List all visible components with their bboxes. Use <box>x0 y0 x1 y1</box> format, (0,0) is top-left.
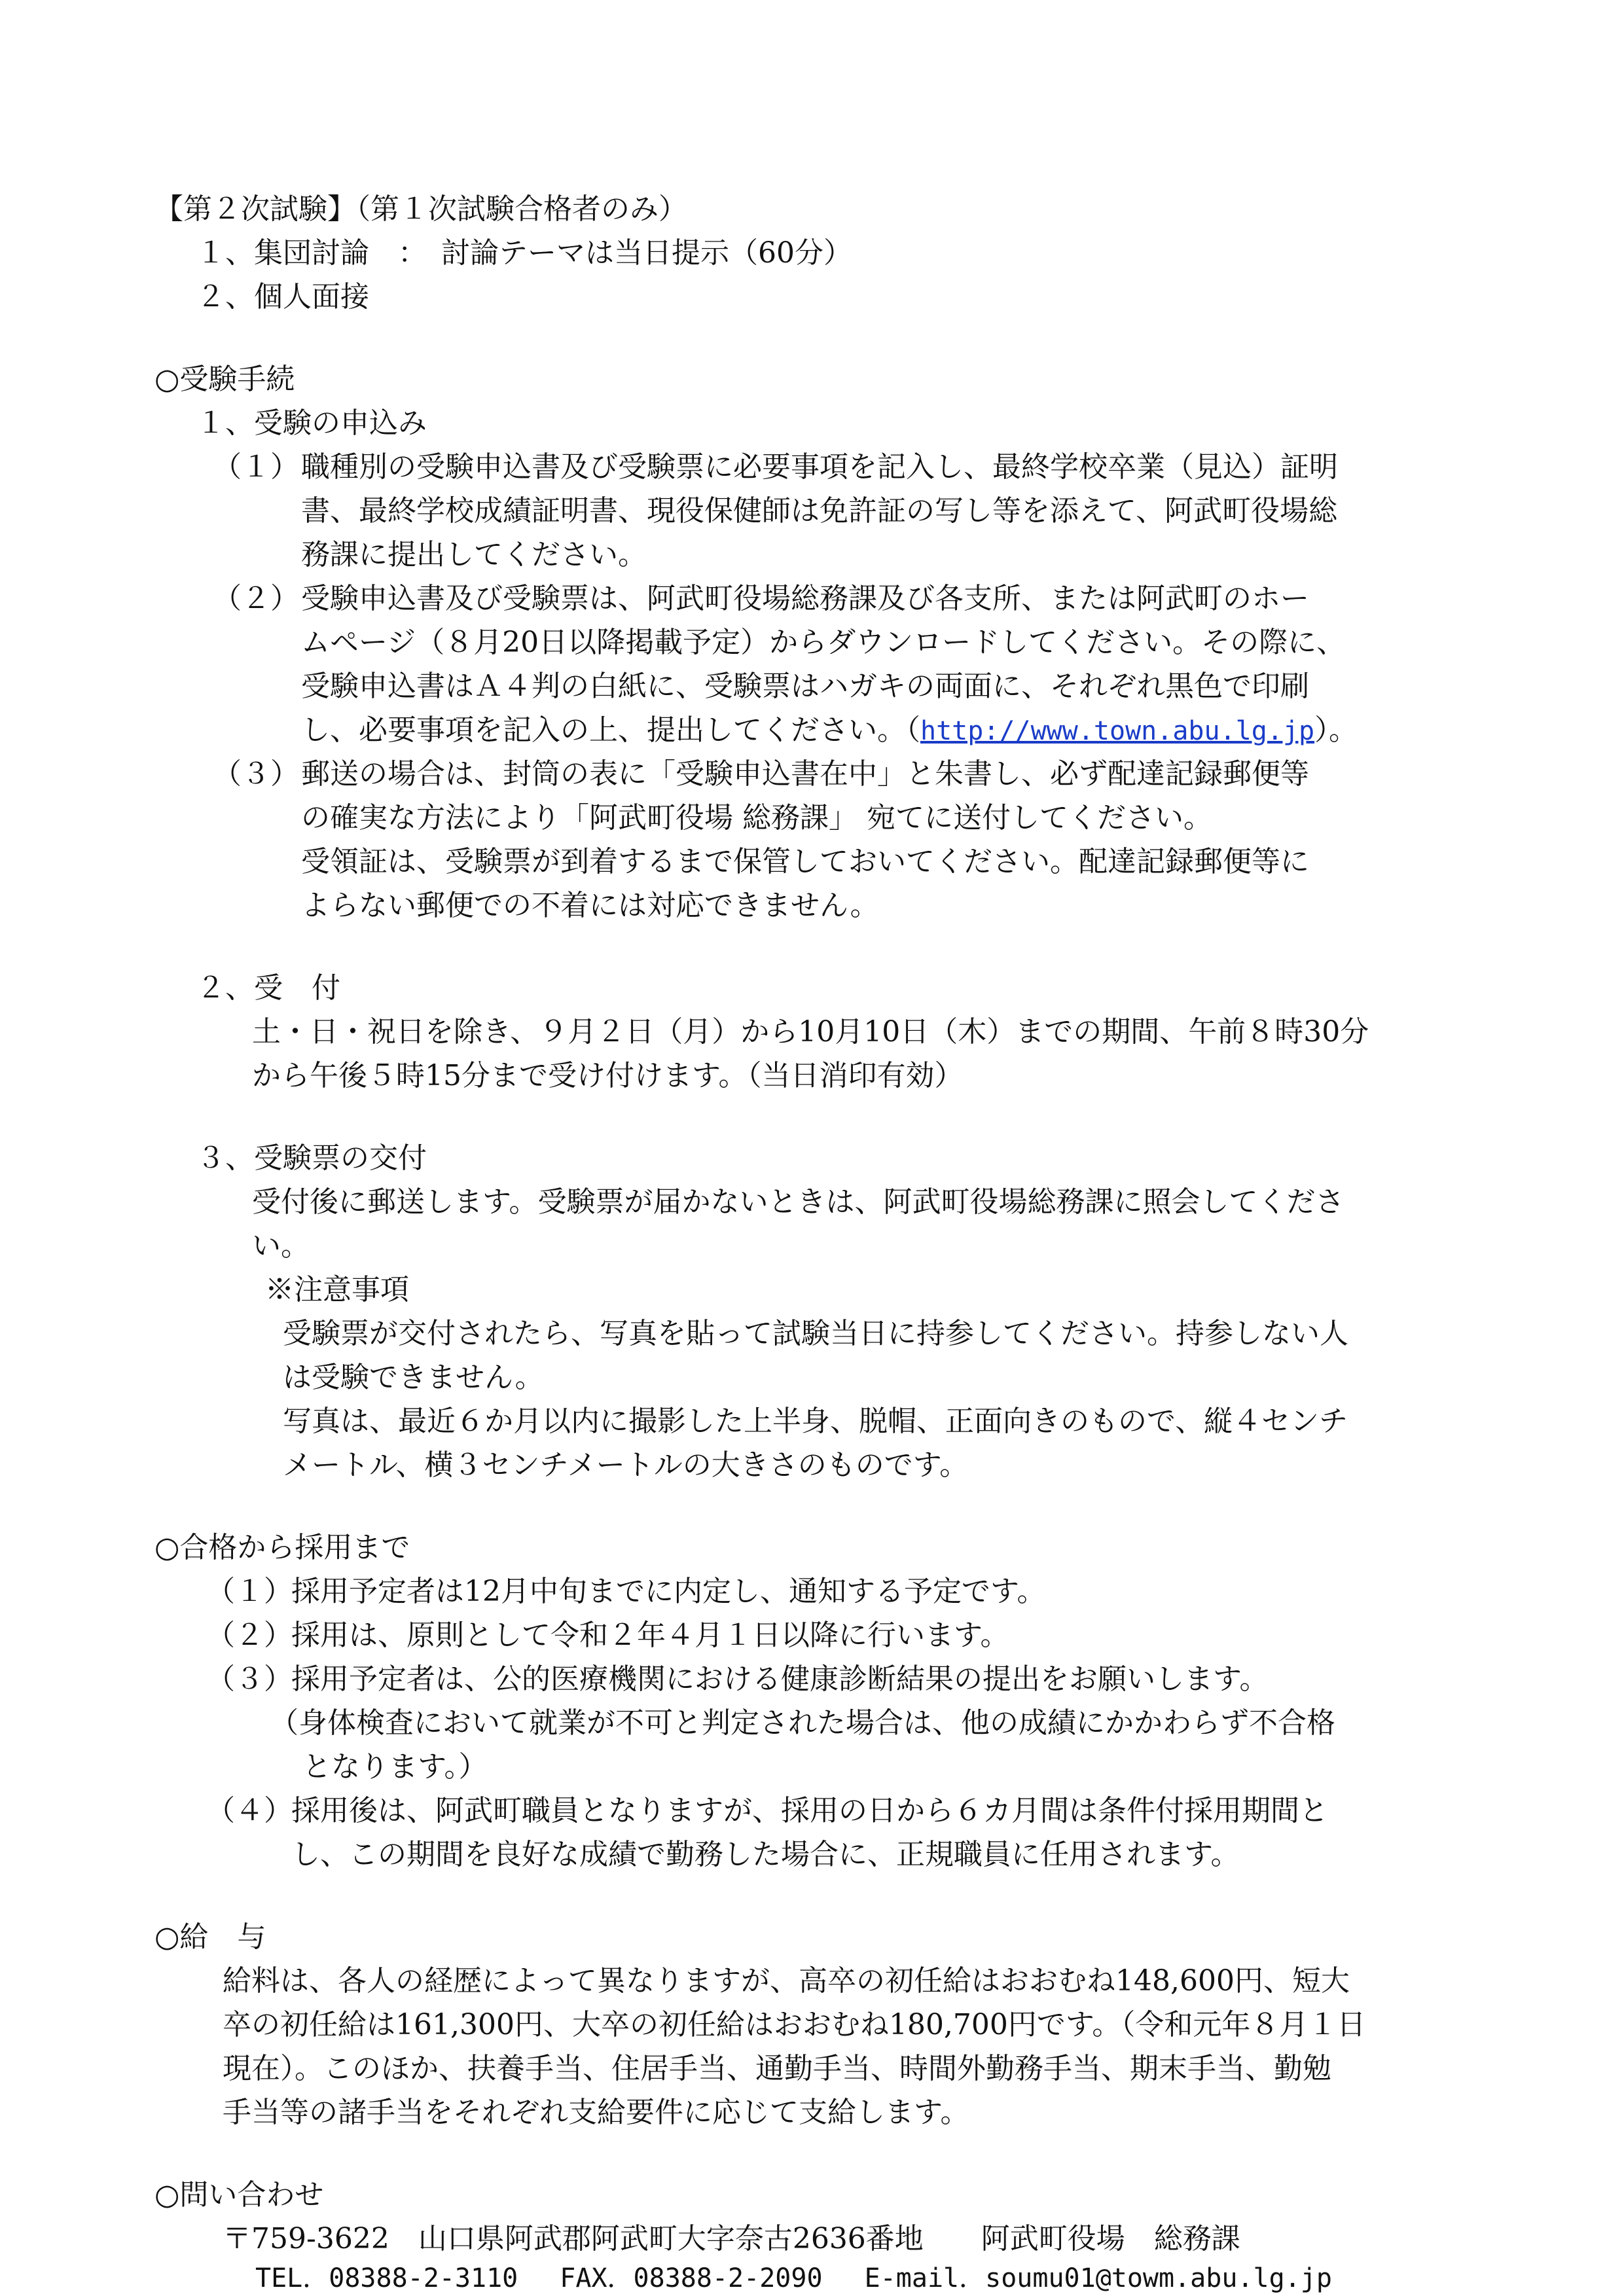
application-title: １、受験の申込み <box>196 406 427 440</box>
hiring-heading: ○合格から採用まで <box>154 1531 410 1564</box>
application-item2-line-3: 受験申込書はＡ４判の白紙に、受験票はハガキの両面に、それぞれ黒色で印刷 <box>301 670 1309 703</box>
hiring-item4-line-2: し、この期間を良好な成績で勤務した場合に、正規職員に任用されます。 <box>291 1838 1240 1871</box>
contact-phone-fax-email: TEL．08388-2-3110 FAX．08388-2-2090 E-mail．soumu01@towm.abu.lg.jp <box>255 2263 1332 2293</box>
hiring-item3-note-line-1: （身体検査において就業が不可と判定された場合は、他の成績にかかわらず不合格 <box>270 1706 1335 1740</box>
ticket-title: ３、受験票の交付 <box>196 1141 427 1175</box>
hiring-item4-line-1: 採用後は、阿武町職員となりますが、採用の日から６カ月間は条件付採用期間と <box>291 1794 1328 1827</box>
application-item1-line-1: 職種別の受験申込書及び受験票に必要事項を記入し、最終学校卒業（見込）証明 <box>301 450 1338 484</box>
ticket-note-line-4: メートル、横３センチメートルの大きさのものです。 <box>283 1448 969 1482</box>
contact-heading: ○問い合わせ <box>154 2178 324 2212</box>
ticket-note-line-1: 受験票が交付されたら、写真を貼って試験当日に持参してください。持参しない人 <box>283 1317 1348 1350</box>
contact-address: 〒759-3622 山口県阿武郡阿武町大字奈古2636番地 阿武町役場 総務課 <box>223 2222 1240 2255</box>
ticket-line-2: い。 <box>252 1229 310 1263</box>
procedure-heading: ○受験手続 <box>154 363 295 396</box>
hiring-item3-note-line-2: となります。） <box>302 1750 488 1784</box>
hiring-item2-number: （２） <box>206 1619 293 1652</box>
salary-line-2: 卒の初任給は161,300円、大卒の初任給はおおむね180,700円です。（令和元年８月１日 <box>223 2008 1366 2041</box>
application-item2-line-4 <box>301 708 1358 753</box>
ticket-note-line-2: は受験できません。 <box>283 1361 544 1394</box>
application-item2-line-1: 受験申込書及び受験票は、阿武町役場総務課及び各支所、または阿武町のホー <box>301 582 1309 615</box>
hiring-item3-number: （３） <box>206 1662 293 1696</box>
application-item3-number: （３） <box>213 757 299 791</box>
application-item3-line-1: 郵送の場合は、封筒の表に「受験申込書在中」と朱書し、必ず配達記録郵便等 <box>301 757 1309 791</box>
application-item3-line-2: の確実な方法により「阿武町役場 総務課」 宛てに送付してください。 <box>301 801 1212 834</box>
application-item3-line-3: 受領証は、受験票が到着するまで保管しておいてください。配達記録郵便等に <box>301 845 1309 878</box>
application-item2-line-4-suffix: ）。 <box>1314 713 1358 747</box>
ticket-note-line-3: 写真は、最近６か月以内に撮影した上半身、脱帽、正面向きのもので、縦４センチ <box>283 1405 1348 1438</box>
hiring-item4-number: （４） <box>206 1794 293 1827</box>
hiring-item3-text: 採用予定者は、公的医療機関における健康診断結果の提出をお願いします。 <box>291 1662 1269 1696</box>
hiring-item1-text: 採用予定者は12月中旬までに内定し、通知する予定です。 <box>291 1575 1046 1608</box>
application-item1-line-3: 務課に提出してください。 <box>301 538 647 571</box>
application-item2-number: （２） <box>213 582 299 615</box>
hiring-item1-number: （１） <box>206 1575 293 1608</box>
salary-line-4: 手当等の諸手当をそれぞれ支給要件に応じて支給します。 <box>223 2096 969 2129</box>
ticket-note-title: ※注意事項 <box>265 1273 409 1306</box>
salary-heading: ○給 与 <box>154 1920 266 1954</box>
hiring-item2-text: 採用は、原則として令和２年４月１日以降に行います。 <box>291 1619 1009 1652</box>
application-item3-line-4: よらない郵便での不着には対応できません。 <box>301 889 879 922</box>
ticket-line-1: 受付後に郵送します。受験票が届かないときは、阿武町役場総務課に照会してくださ <box>252 1185 1344 1219</box>
reception-line-2: から午後５時15分まで受け付けます。（当日消印有効） <box>252 1059 964 1092</box>
reception-title: ２、受 付 <box>196 971 340 1005</box>
application-item1-line-2: 書、最終学校成績証明書、現役保健師は免許証の写し等を添えて、阿武町役場総 <box>301 494 1338 528</box>
salary-line-3: 現在）。このほか、扶養手当、住居手当、通勤手当、時間外勤務手当、期末手当、勤勉 <box>223 2052 1331 2085</box>
reception-line-1: 土・日・祝日を除き、９月２日（月）から10月10日（木）までの期間、午前８時30分 <box>252 1015 1369 1049</box>
exam2-heading: 【第２次試験】（第１次試験合格者のみ） <box>154 192 687 226</box>
exam2-item-2: ２、個人面接 <box>196 280 369 314</box>
town-website-link[interactable]: http://www.town.abu.lg.jp <box>920 716 1315 746</box>
application-item2-line-4-prefix: し、必要事項を記入の上、提出してください。（ <box>301 713 920 747</box>
salary-line-1: 給料は、各人の経歴によって異なりますが、高卒の初任給はおおむね148,600円、短大 <box>223 1964 1350 1998</box>
application-item2-line-2: ムページ（８月20日以降掲載予定）からダウンロードしてください。その際に、 <box>301 626 1346 659</box>
exam2-item-1: １、集団討論 ： 討論テーマは当日提示（60分） <box>196 236 852 270</box>
application-item1-number: （１） <box>213 450 299 484</box>
